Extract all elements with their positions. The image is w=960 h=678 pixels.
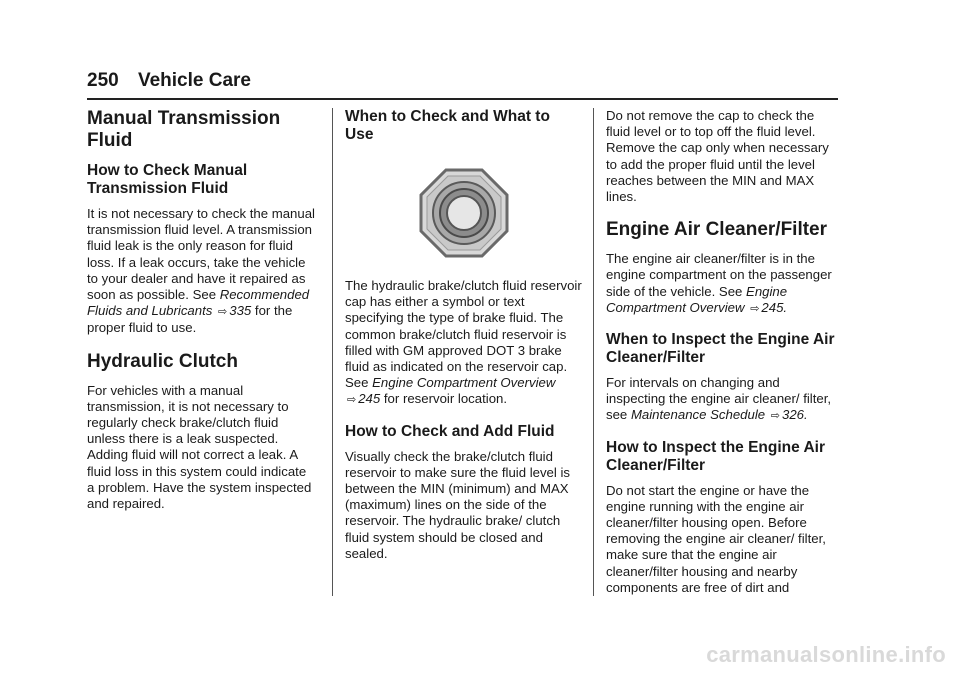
column-left — [87, 108, 317, 526]
header-rule — [87, 98, 838, 100]
paragraph-reservoir-cap: The hydraulic brake/clutch fluid reservoir cap has either a symbol or text specifying the type of brake fluid. The common brake/clutch fluid reservoir is filled with GM approved DOT 3 brake fluid as indicated on the reservoir cap. See Engine Compartment Overview ⇨ 245 for reservoir location. — [345, 278, 582, 407]
paragraph-do-not-start: Do not start the engine or have the engine running with the engine air cleaner/filter housing open. Before removing the engine air cleaner/ filter, make sure that the engine air cleaner/filter housing and nearby components are free of dirt and — [606, 482, 826, 595]
heading-hydraulic-clutch: Hydraulic Clutch — [87, 350, 238, 372]
heading-how-to-check-manual-transmission-fluid: How to Check Manual Transmission Fluid — [87, 162, 248, 197]
paragraph-intervals: For intervals on changing and inspecting the engine air cleaner/ filter, see Maintenance Schedule ⇨ 326. — [606, 375, 832, 423]
page-header — [87, 70, 251, 92]
heading-engine-air-cleaner: Engine Air Cleaner/Filter — [606, 219, 828, 241]
column-divider — [332, 108, 333, 596]
link-engine-compartment-overview[interactable]: Engine Compartment Overview — [372, 375, 556, 391]
column-middle — [345, 108, 582, 576]
link-recommended-fluids[interactable]: Recommended Fluids and Lubricants — [87, 287, 310, 319]
heading-when-to-check: When to Check and What to Use — [345, 108, 550, 143]
page-number: 250 — [87, 70, 119, 91]
heading-manual-transmission-fluid: Manual Transmission Fluid — [87, 108, 281, 151]
column-right — [606, 108, 842, 610]
heading-when-to-inspect: When to Inspect the Engine Air Cleaner/Filter — [606, 331, 835, 367]
page-ref-335[interactable]: 335 — [229, 303, 252, 319]
watermark: carmanualsonline.info — [706, 642, 946, 667]
page-ref-245[interactable]: 245. — [761, 299, 788, 315]
paragraph-visual-check: Visually check the brake/clutch fluid reservoir to make sure the fluid level is between the MIN (minimum) and MAX (maximum) lines on the side of the reservoir. The hydraulic brake/ clutch fluid system should be closed and sealed. — [345, 448, 571, 561]
page-ref-326[interactable]: 326. — [782, 407, 808, 423]
column-divider — [593, 108, 594, 596]
paragraph-do-not-remove-cap: Do not remove the cap to check the fluid level or to top off the fluid level. Remove the cap only when necessary to add the proper fluid until the level reaches between the MIN and MAX lines. — [606, 108, 829, 205]
link-engine-compartment-overview[interactable]: Engine Compartment Overview — [606, 283, 788, 315]
paragraph-hydraulic-clutch: For vehicles with a manual transmission, it is not necessary to regularly check brake/clutch fluid unless there is a leak suspected. Adding fluid will not correct a leak. A fluid loss in this system could indicate a problem. Have the system inspected and repaired. — [87, 382, 312, 512]
section-title: Vehicle Care — [137, 70, 252, 91]
brake-fluid-reservoir-cap-icon — [419, 168, 509, 258]
link-maintenance-schedule[interactable]: Maintenance Schedule — [630, 407, 766, 423]
page-ref-arrow-icon: ⇨ — [347, 394, 357, 407]
paragraph-check-fluid: It is not necessary to check the manual transmission fluid level. A transmission fluid leak is the only reason for fluid loss. If a leak occurs, take the vehicle to your dealer and have it repaired as soon as possible. See Recommended Fluids and Lubricants ⇨ 335 for the proper fluid to use. — [87, 206, 315, 336]
page-ref-arrow-icon: ⇨ — [770, 410, 780, 423]
page-ref-245[interactable]: 245 — [358, 391, 381, 407]
paragraph-air-cleaner-location: The engine air cleaner/filter is in the engine compartment on the passenger side of the vehicle. See Engine Compartment Overview ⇨ 245. — [606, 251, 832, 315]
page-ref-arrow-icon: ⇨ — [218, 306, 228, 319]
page-ref-arrow-icon: ⇨ — [750, 302, 760, 315]
heading-how-to-check-add-fluid: How to Check and Add Fluid — [345, 422, 555, 440]
heading-how-to-inspect: How to Inspect the Engine Air Cleaner/Filter — [606, 438, 826, 474]
